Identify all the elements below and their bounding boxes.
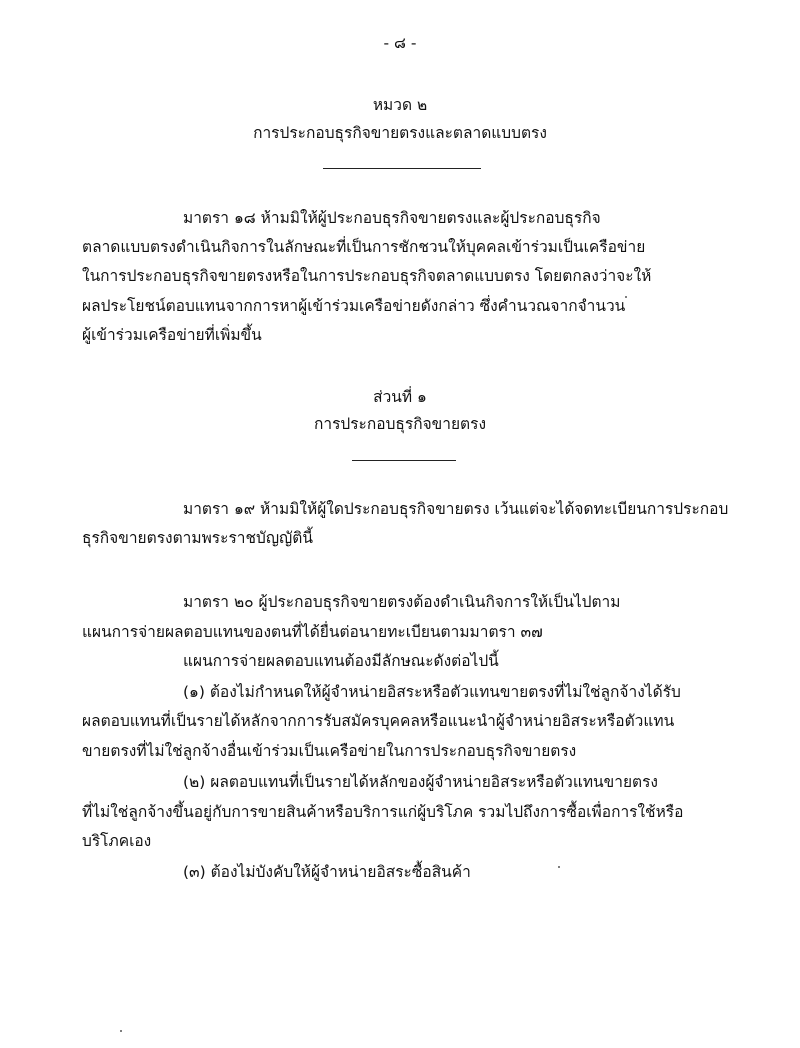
- item-1-line-1: (๑) ต้องไม่กำหนดให้ผู้จำหน่ายอิสระหรือตัวแทนขายตรงที่ไม่ใช่ลูกจ้างได้รับ: [183, 683, 681, 701]
- scan-speck: [558, 866, 560, 868]
- chapter-label: หมวด ๒: [372, 96, 428, 114]
- part-divider: [352, 460, 456, 461]
- scan-speck: [625, 296, 627, 298]
- page-number: - ๘ -: [383, 34, 417, 52]
- section-20-line-3: แผนการจ่ายผลตอบแทนต้องมีลักษณะดังต่อไปนี้: [183, 652, 499, 670]
- section-18-line-2: ตลาดแบบตรงดำเนินกิจการในลักษณะที่เป็นการชักชวนให้บุคคลเข้าร่วมเป็นเครือข่าย: [82, 238, 646, 256]
- chapter-title: การประกอบธุรกิจขายตรงและตลาดแบบตรง: [253, 124, 547, 142]
- part-title: การประกอบธุรกิจขายตรง: [313, 415, 487, 433]
- item-3-line-1: (๓) ต้องไม่บังคับให้ผู้จำหน่ายอิสระซื้อสินค้า: [183, 863, 471, 881]
- section-20-line-1: มาตรา ๒๐ ผู้ประกอบธุรกิจขายตรงต้องดำเนินกิจการให้เป็นไปตาม: [183, 593, 621, 611]
- section-18-line-1: มาตรา ๑๘ ห้ามมิให้ผู้ประกอบธุรกิจขายตรงและผู้ประกอบธุรกิจ: [183, 209, 601, 227]
- part-label: ส่วนที่ ๑: [373, 388, 427, 406]
- item-2-line-2: ที่ไม่ใช่ลูกจ้างขึ้นอยู่กับการขายสินค้าหรือบริการแก่ผู้บริโภค รวมไปถึงการซื้อเพื่อการใช้หรือ: [82, 803, 684, 821]
- section-20-line-2: แผนการจ่ายผลตอบแทนของตนที่ได้ยื่นต่อนายทะเบียนตามมาตรา ๓๗: [82, 623, 543, 641]
- section-19-line-2: ธุรกิจขายตรงตามพระราชบัญญัตินี้: [82, 529, 313, 547]
- chapter-divider: [323, 168, 481, 169]
- section-19-line-1: มาตรา ๑๙ ห้ามมิให้ผู้ใดประกอบธุรกิจขายตรง เว้นแต่จะได้จดทะเบียนการประกอบ: [183, 500, 729, 518]
- section-18-line-3: ในการประกอบธุรกิจขายตรงหรือในการประกอบธุรกิจตลาดแบบตรง โดยตกลงว่าจะให้: [82, 267, 652, 285]
- item-1-line-2: ผลตอบแทนที่เป็นรายได้หลักจากการรับสมัครบุคคลหรือแนะนำผู้จำหน่ายอิสระหรือตัวแทน: [82, 712, 675, 730]
- item-2-line-1: (๒) ผลตอบแทนที่เป็นรายได้หลักของผู้จำหน่ายอิสระหรือตัวแทนขายตรง: [183, 773, 658, 791]
- section-18-line-4: ผลประโยชน์ตอบแทนจากการหาผู้เข้าร่วมเครือข่ายดังกล่าว ซึ่งคำนวณจากจำนวน: [82, 297, 626, 315]
- item-1-line-3: ขายตรงที่ไม่ใช่ลูกจ้างอื่นเข้าร่วมเป็นเครือข่ายในการประกอบธุรกิจขายตรง: [82, 742, 577, 760]
- scan-speck: [120, 1030, 122, 1032]
- item-2-line-3: บริโภคเอง: [82, 832, 152, 850]
- section-18-line-5: ผู้เข้าร่วมเครือข่ายที่เพิ่มขึ้น: [82, 326, 262, 344]
